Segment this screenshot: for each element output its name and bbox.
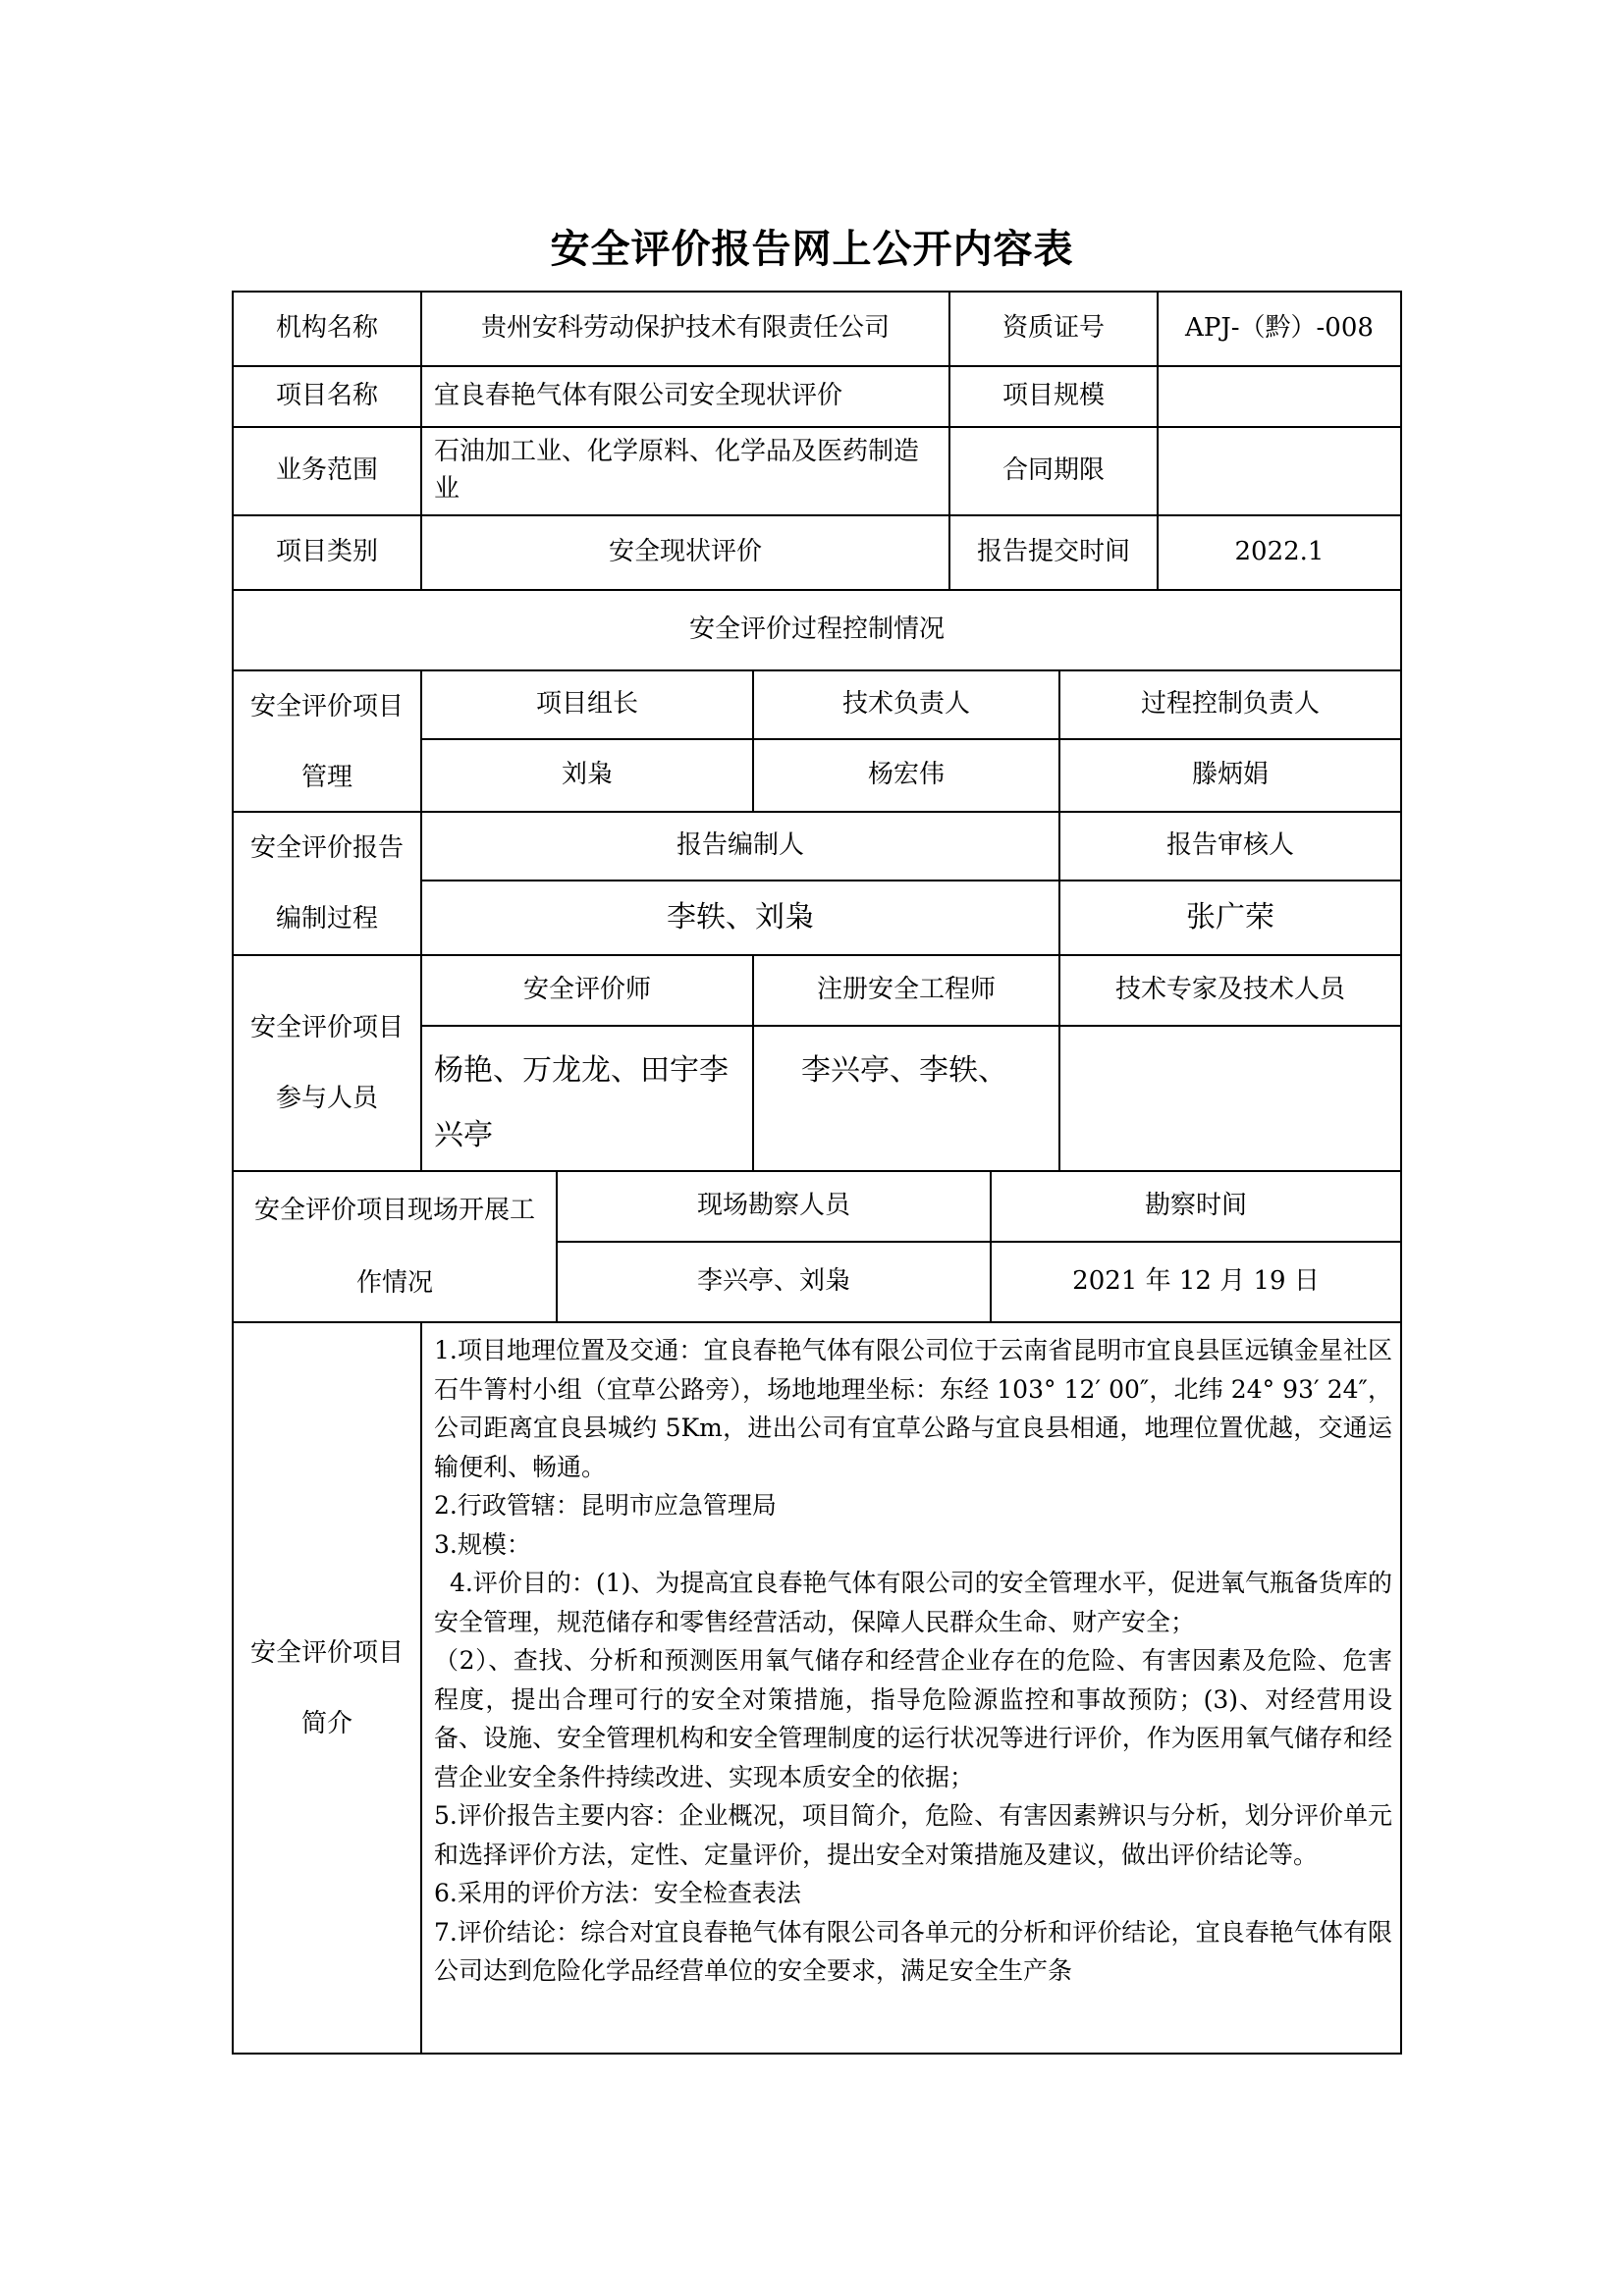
- project-category-value: 安全现状评价: [420, 514, 950, 591]
- site-work-label: 安全评价项目现场开展工作情况: [232, 1170, 558, 1323]
- intro-paragraph-purpose: 4.评价目的：(1)、为提高宜良春艳气体有限公司的安全管理水平，促进氧气瓶备货库的安全管理，规范储存和零售经营活动，保障人民群众生命、财产安全；: [434, 1569, 1392, 1636]
- disclosure-table: [232, 291, 1402, 2055]
- compilation-header-reviewer: 报告审核人: [1058, 811, 1402, 881]
- management-header-leader: 项目组长: [420, 669, 754, 740]
- intro-paragraph-method: 6.采用的评价方法：安全检查表法: [434, 1879, 801, 1907]
- intro-label: 安全评价项目简介: [232, 1321, 422, 2055]
- intro-paragraph-contents: 5.评价报告主要内容：企业概况，项目简介，危险、有害因素辨识与分析，划分评价单元和选择评价方法，定性、定量评价，提出安全对策措施及建议，做出评价结论等。: [434, 1801, 1392, 1869]
- participants-label: 安全评价项目参与人员: [232, 954, 422, 1172]
- compilation-label: 安全评价报告编制过程: [232, 811, 422, 956]
- participants-header-evaluator: 安全评价师: [420, 954, 754, 1027]
- intro-paragraph-purpose-cont: （2）、查找、分析和预测医用氧气储存和经营企业存在的危险、有害因素及危险、危害程度，提出合理可行的安全对策措施，指导危险源监控和事故预防；(3)、对经营用设备、设施、安全管理机构和安全管理制度的运行状况等进行评价，作为医用氧气储存和经营企业安全条件持续改进、实现本质安全的依据；: [434, 1646, 1392, 1791]
- intro-paragraph-conclusion: 7.评价结论：综合对宜良春艳气体有限公司各单元的分析和评价结论，宜良春艳气体有限公司达到危险化学品经营单位的安全要求，满足安全生产条: [434, 1917, 1392, 1985]
- project-category-label: 项目类别: [232, 514, 422, 591]
- project-name-label: 项目名称: [232, 365, 422, 428]
- intro-paragraph-scale: 3.规模：: [434, 1529, 531, 1559]
- compilation-value-reviewer: 张广荣: [1058, 880, 1402, 956]
- management-header-tech: 技术负责人: [752, 669, 1060, 740]
- submit-time-value: 2022.1: [1157, 514, 1402, 591]
- participants-header-engineer: 注册安全工程师: [752, 954, 1060, 1027]
- intro-paragraph-location: 1.项目地理位置及交通：宜良春艳气体有限公司位于云南省昆明市宜良县匡远镇金星社区石牛箐村小组（宜草公路旁），场地地理坐标：东经 103° 12′ 00″，北纬 24° 93′ 24″，公司距离宜良县城约 5Km，进出公司有宜草公路与宜良县相通，地理位置优越，交通运输便利、畅通。: [434, 1336, 1392, 1481]
- management-value-tech: 杨宏伟: [752, 738, 1060, 813]
- participants-value-expert: [1058, 1025, 1402, 1172]
- site-work-header-surveyors: 现场勘察人员: [556, 1170, 992, 1243]
- project-scale-value: [1157, 365, 1402, 428]
- site-work-header-time: 勘察时间: [990, 1170, 1402, 1243]
- project-scale-label: 项目规模: [948, 365, 1159, 428]
- qualification-label: 资质证号: [948, 291, 1159, 367]
- compilation-value-author: 李轶、刘枭: [420, 880, 1060, 956]
- intro-content: [420, 1321, 1402, 2055]
- process-control-heading: 安全评价过程控制情况: [232, 589, 1402, 671]
- management-value-process: 滕炳娟: [1058, 738, 1402, 813]
- contract-period-label: 合同期限: [948, 426, 1159, 516]
- business-scope-value: 石油加工业、化学原料、化学品及医药制造业: [420, 426, 950, 516]
- participants-header-expert: 技术专家及技术人员: [1058, 954, 1402, 1027]
- institution-label: 机构名称: [232, 291, 422, 367]
- management-label: 安全评价项目管理: [232, 669, 422, 813]
- qualification-value: APJ-（黔）-008: [1157, 291, 1402, 367]
- business-scope-label: 业务范围: [232, 426, 422, 516]
- participants-value-engineer: 李兴亭、李轶、: [752, 1025, 1060, 1172]
- participants-value-evaluator: 杨艳、万龙龙、田宇李兴亭: [420, 1025, 754, 1172]
- institution-value: 贵州安科劳动保护技术有限责任公司: [420, 291, 950, 367]
- submit-time-label: 报告提交时间: [948, 514, 1159, 591]
- site-work-value-time: 2021 年 12 月 19 日: [990, 1241, 1402, 1323]
- compilation-header-author: 报告编制人: [420, 811, 1060, 881]
- site-work-value-surveyors: 李兴亭、刘枭: [556, 1241, 992, 1323]
- project-name-value: 宜良春艳气体有限公司安全现状评价: [420, 365, 950, 428]
- page-title: 安全评价报告网上公开内容表: [550, 226, 1074, 272]
- management-value-leader: 刘枭: [420, 738, 754, 813]
- management-header-process: 过程控制负责人: [1058, 669, 1402, 740]
- intro-paragraph-jurisdiction: 2.行政管辖：昆明市应急管理局: [434, 1491, 777, 1520]
- contract-period-value: [1157, 426, 1402, 516]
